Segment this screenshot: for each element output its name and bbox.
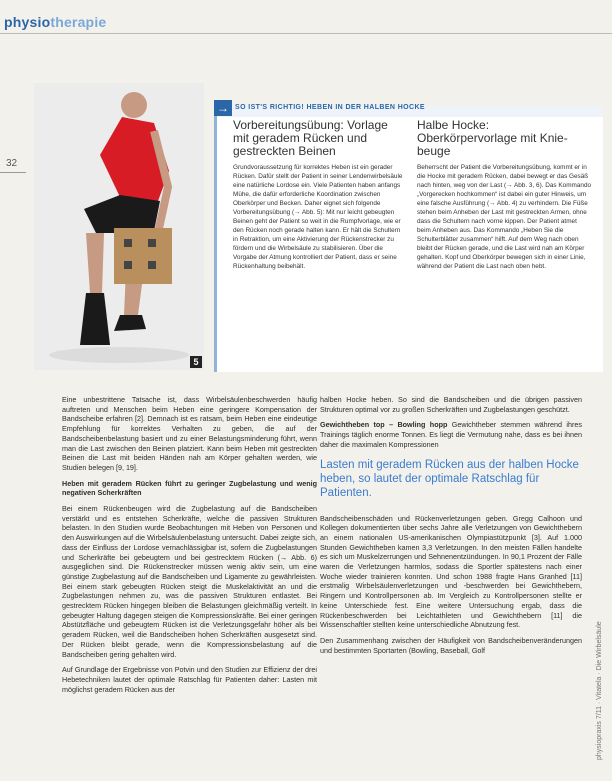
journal-title-part1: physio <box>4 14 51 30</box>
margin-note <box>592 580 606 760</box>
article-paragraph: Bei einem Rückenbeugen wird die Zugbelastung auf die Bandscheiben verstärkt und es entstehen Scherkräfte, welche die passiven Strukturen belasten. In den Studien wurde Beobachtungen mit Heben von Personen und den Auswirkungen auf die Wirbelsäulenbelastung untersucht. Dabei zeigte sich, dass der Einfluss der Lordose vernachlässigbar ist, sofern die Zugbelastungen und Scherkräfte bei gebeugtem und bei gestrecktem Rücken (→ Abb. 6) ausgeglichen sind. Die Rückenstrecker müssen wenig aktiv sein, um eine günstige Zugbelastung auf die Bandscheiben und Ligamente zu gewährleisten. Bei einem stark gebeugten Rücken steigt die Muskelaktivität an und die Zugbelastungen nehmen zu, was die passiven Strukturen entlastet. Bei gestrecktem Rücken hingegen bleiben die Belastungen gleichmäßig verteilt. In gebeugter Haltung dagegen steigen die Kompressionskräfte. Bei einer geringen Abstützfläche und gebeugtem Rücken ist die Verletzungsgefahr höher als bei geradem Rücken, weil die Bandscheiben hohen Scherkräften ausgesetzt sind. Der Rücken bleibt gerade, wenn die Kompressionsbelastung auf die Bandscheiben gering gehalten wird. <box>62 504 317 659</box>
article-paragraph-with-heading <box>320 420 582 449</box>
article-right-column <box>320 395 582 661</box>
inline-heading: Gewichtheben top – Bowling hopp <box>320 420 448 430</box>
journal-title <box>4 14 106 30</box>
info-box-right-column <box>417 119 592 271</box>
info-box-title: SO IST'S RICHTIG! HEBEN IN DER HALBEN HOCKE <box>235 104 425 111</box>
exercise-photo <box>34 83 204 370</box>
page-number-divider <box>0 172 26 173</box>
arrow-right-icon: → <box>214 100 232 116</box>
info-box-left-text: Grundvoraussetzung für korrektes Heben ist ein gerader Rücken. Dafür stellt der Patient in seiner Lendenwirbelsäule eine natürliche Lordose ein. Viele Patienten haben anfangs Mühe, die dafür erforderliche Koordination zwischen Oberkörper und Becken. Daher eignet sich folgende Vorbereitungsübung (→ Abb. 5): Mit nur leicht gebeugten Beinen geht der Patient so weit in die Rumpfvorlage, wie er den Rücken noch gerade halten kann. Er hält die Schultern in Retraktion, um eine Aktivierung der Rückenstrecker zu fördern und die Wirbelsäule zu stabilisieren. Über die Vorgabe der Atmung kontrolliert der Patient, dass er seine Rückenhaltung beibehält. <box>233 164 403 270</box>
info-box-left-column <box>233 119 403 271</box>
article-paragraph: Eine unbestrittene Tatsache ist, dass Wirbelsäulenbeschwerden häufig auftreten und Menschen beim Heben eine geringere Kompensation der Bandscheibe erfahren [2]. Demnach ist es ratsam, beim Heben eine eindeutige Empfehlung für korrektes Verhalten zu geben, die auf der Bandscheibenbelastung basiert und zu einer Belastungsminderung führt, wenn man die Last zwischen den Beinen platziert. Kann beim Heben mit gestreckten Beinen die Last mit beiden Händen nah am Körper gehalten werden, wie Studien belegen [9, 19]. <box>62 395 317 472</box>
info-box-left-heading: Vorbereitungsübung: Vorlage mit geradem Rücken und gestreckten Beinen <box>233 118 388 158</box>
article-paragraph: Bandscheibenschäden und Rückenverletzungen geben. Gregg Calhoon und Kollegen dokumentierten über sechs Jahre alle Verletzungen von Gewichthebern an einem nationalen US-amerikanischen Olympiastützpunkt [3]. Auf 1.000 Stunden Gewichtheben kamen 3,3 Verletzungen. In den meisten Fällen handelte es sich um Muskelzerrungen und Sehnenentzündungen. In 90,1 Prozent der Fälle waren die Verletzungen harmlos, sodass die Sportler spätestens nach einer Woche wieder trainieren konnten. Und schon 1988 fragte Hans Granhed [11] erstmalig Wirbelsäulenverletzungen und -beschwerden bei Gewichthebern, Ringern und Kontrollpersonen ab. Im Vergleich zu Kontrollpersonen stellte er keine Unterschiede fest. Eine weitere Untersuchung ergab, dass die Rückenbeschwerden bei Leichtathleten und Gewichthebern [11] die Wissenschaftler stellten keine unterschiedliche Abnutzung fest. <box>320 513 582 630</box>
article-paragraph: halben Hocke heben. So sind die Bandscheiben und die übrigen passiven Strukturen optimal vor zu großen Scherkräften und Zugbelastungen geschützt. <box>320 395 582 414</box>
section-heading: Heben mit geradem Rücken führt zu geringer Zugbelastung und wenig negativen Scherkräften <box>62 478 317 498</box>
journal-title-part2: therapie <box>50 14 107 30</box>
info-box <box>214 101 603 372</box>
pull-quote: Lasten mit geradem Rücken aus der halben Hocke heben, so lautet der optimale Ratschlag für Patienten. <box>320 458 579 499</box>
page-number: 32 <box>6 158 18 169</box>
person-lifting-box-illustration <box>34 83 204 370</box>
article-paragraph: Den Zusammenhang zwischen der Häufigkeit von Bandscheibenveränderungen und bestimmten Sportarten (Bowling, Baseball, Golf <box>320 635 582 655</box>
info-box-right-heading: Halbe Hocke: Oberkörpervorlage mit Kniebeuge <box>417 118 568 158</box>
figure-number-badge: 5 <box>190 356 202 368</box>
inline-text: Gewichtheber stemmen während ihres Trainings täglich enorme Tonnen. Es liegt die Vermutung nahe, dass es bei ihnen daher die maximalen Kompressionen <box>320 420 583 449</box>
info-box-right-text: Beherrscht der Patient die Vorbereitungsübung, kommt er in die Hocke mit geradem Rücken, dabei bewegt er das Gesäß nach hinten, weg von der Last (→ Abb. 3, 6). Das Kommando „Vorgerecken hochkommen“ ist dabei ein guter Hinweis, um eine falsche Ausführung (→ Abb. 4) zu verhindern. Die Füße stehen beim Anheben der Last mit gestreckten Armen, ohne dass die Schultern nach vorne kippen. Der Patient atmet beim Anheben aus. Das Kommando „Heben Sie die Schulterblätter zusammen“ hilft. Auf dem Weg nach oben bleibt der Rücken gerade, und die Last wird nah am Körper gehalten. Kopf und Oberkörper bewegen sich in einer Linie, während der Patient die Last nach oben hebt. <box>417 164 592 270</box>
margin-note-text: physiopraxis 7/11 · Vitatela · Die Wirbelsäule <box>596 621 603 760</box>
article-paragraph: Auf Grundlage der Ergebnisse von Potvin und den Studien zur Effizienz der drei Hebetechniken lautet der optimale Ratschlag für Patienten daher: Lasten mit möglichst geradem Rücken aus der <box>62 665 317 694</box>
header-divider <box>0 33 612 34</box>
article-left-column <box>62 395 317 700</box>
